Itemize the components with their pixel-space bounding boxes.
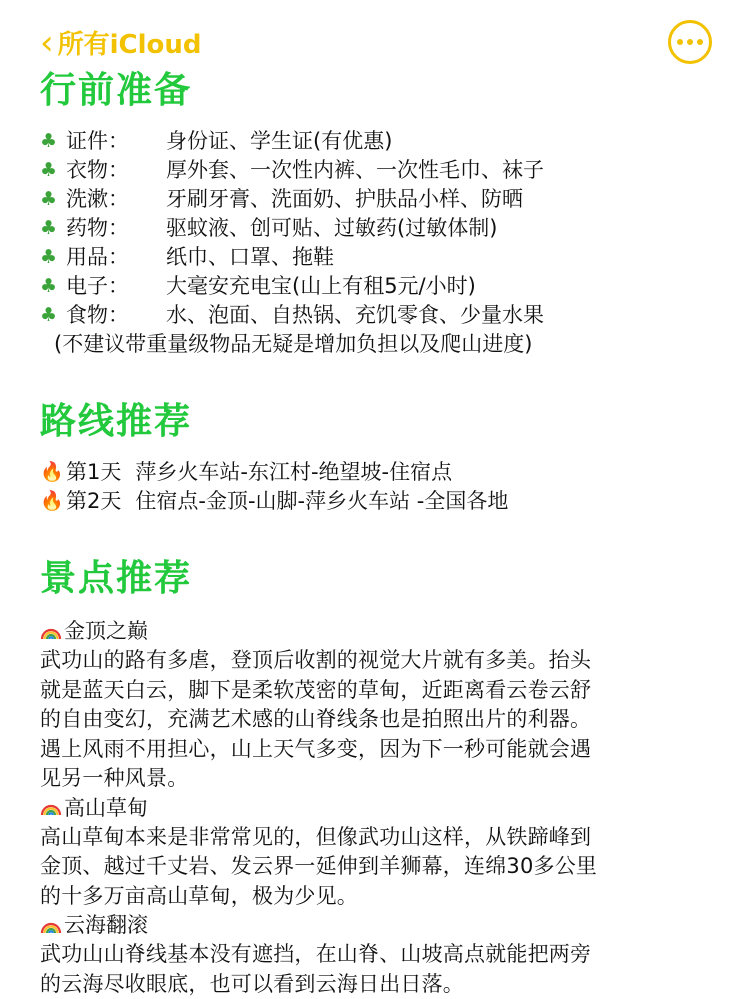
route-list	[40, 458, 730, 516]
clover-icon: ♣	[40, 159, 58, 181]
spots-list	[40, 617, 730, 999]
rainbow-icon	[40, 918, 62, 934]
top-navigation-bar	[0, 0, 750, 68]
spot-title: 金顶之巅	[40, 617, 730, 646]
clover-icon: ♣	[40, 188, 58, 210]
spot-title: 云海翻滚	[40, 911, 730, 940]
clover-icon: ♣	[40, 130, 58, 152]
list-item: ♣ 用品： 纸巾、口罩、拖鞋	[40, 243, 730, 272]
list-item: 🔥 第1天 萍乡火车站-东江村-绝望坡-住宿点	[40, 458, 730, 487]
list-item: ♣ 证件： 身份证、学生证(有优惠)	[40, 127, 730, 156]
list-item: ♣ 衣物： 厚外套、一次性内裤、一次性毛巾、袜子	[40, 156, 730, 185]
spot-description: 武功山的路有多虐，登顶后收割的视觉大片就有多美。抬头 就是蓝天白云，脚下是柔软茂密的草甸，近距离看云卷云舒 的自由变幻，充满艺术感的山脊线条也是拍照出片的利器。 遇上风雨不用担心，山上天气多变，因为下一秒可能就会遇 见另一种风景。	[40, 648, 592, 790]
list-item: ♣ 食物： 水、泡面、自热锅、充饥零食、少量水果	[40, 301, 730, 330]
more-options-button[interactable]	[668, 20, 712, 64]
rainbow-icon	[40, 800, 62, 816]
spot-title: 高山草甸	[40, 794, 730, 823]
note-content	[40, 62, 730, 999]
back-label: 所有iCloud	[57, 30, 202, 60]
section-title-spots: 景点推荐	[40, 558, 193, 599]
prep-list	[40, 127, 730, 359]
clover-icon: ♣	[40, 246, 58, 268]
fire-icon: 🔥	[40, 490, 64, 512]
section-title-prep: 行前准备	[40, 70, 193, 111]
clover-icon: ♣	[40, 275, 58, 297]
more-options-icon	[677, 39, 683, 45]
chevron-left-icon: ‹	[40, 22, 54, 63]
list-item: ♣ 药物： 驱蚊液、创可贴、过敏药(过敏体制)	[40, 214, 730, 243]
list-item: 🔥 第2天 住宿点-金顶-山脚-萍乡火车站 -全国各地	[40, 487, 730, 516]
rainbow-icon	[40, 624, 62, 640]
fire-icon: 🔥	[40, 461, 64, 483]
list-item: ♣ 洗漱： 牙刷牙膏、洗面奶、护肤品小样、防晒	[40, 185, 730, 214]
back-button[interactable]	[40, 24, 202, 61]
list-item: ♣ 电子： 大毫安充电宝(山上有租5元/小时)	[40, 272, 730, 301]
clover-icon: ♣	[40, 217, 58, 239]
spot-description: 高山草甸本来是非常常见的，但像武功山这样，从铁蹄峰到 金顶、越过千丈岩、发云界一延伸到羊狮幕，连绵30多公里 的十多万亩高山草甸，极为少见。	[40, 824, 598, 908]
clover-icon: ♣	[40, 304, 58, 326]
section-title-route: 路线推荐	[40, 401, 193, 442]
spot-description: 武功山山脊线基本没有遮挡，在山脊、山坡高点就能把两旁 的云海尽收眼底，也可以看到云海日出日落。	[40, 942, 592, 996]
prep-note: (不建议带重量级物品无疑是增加负担以及爬山进度)	[54, 332, 533, 356]
